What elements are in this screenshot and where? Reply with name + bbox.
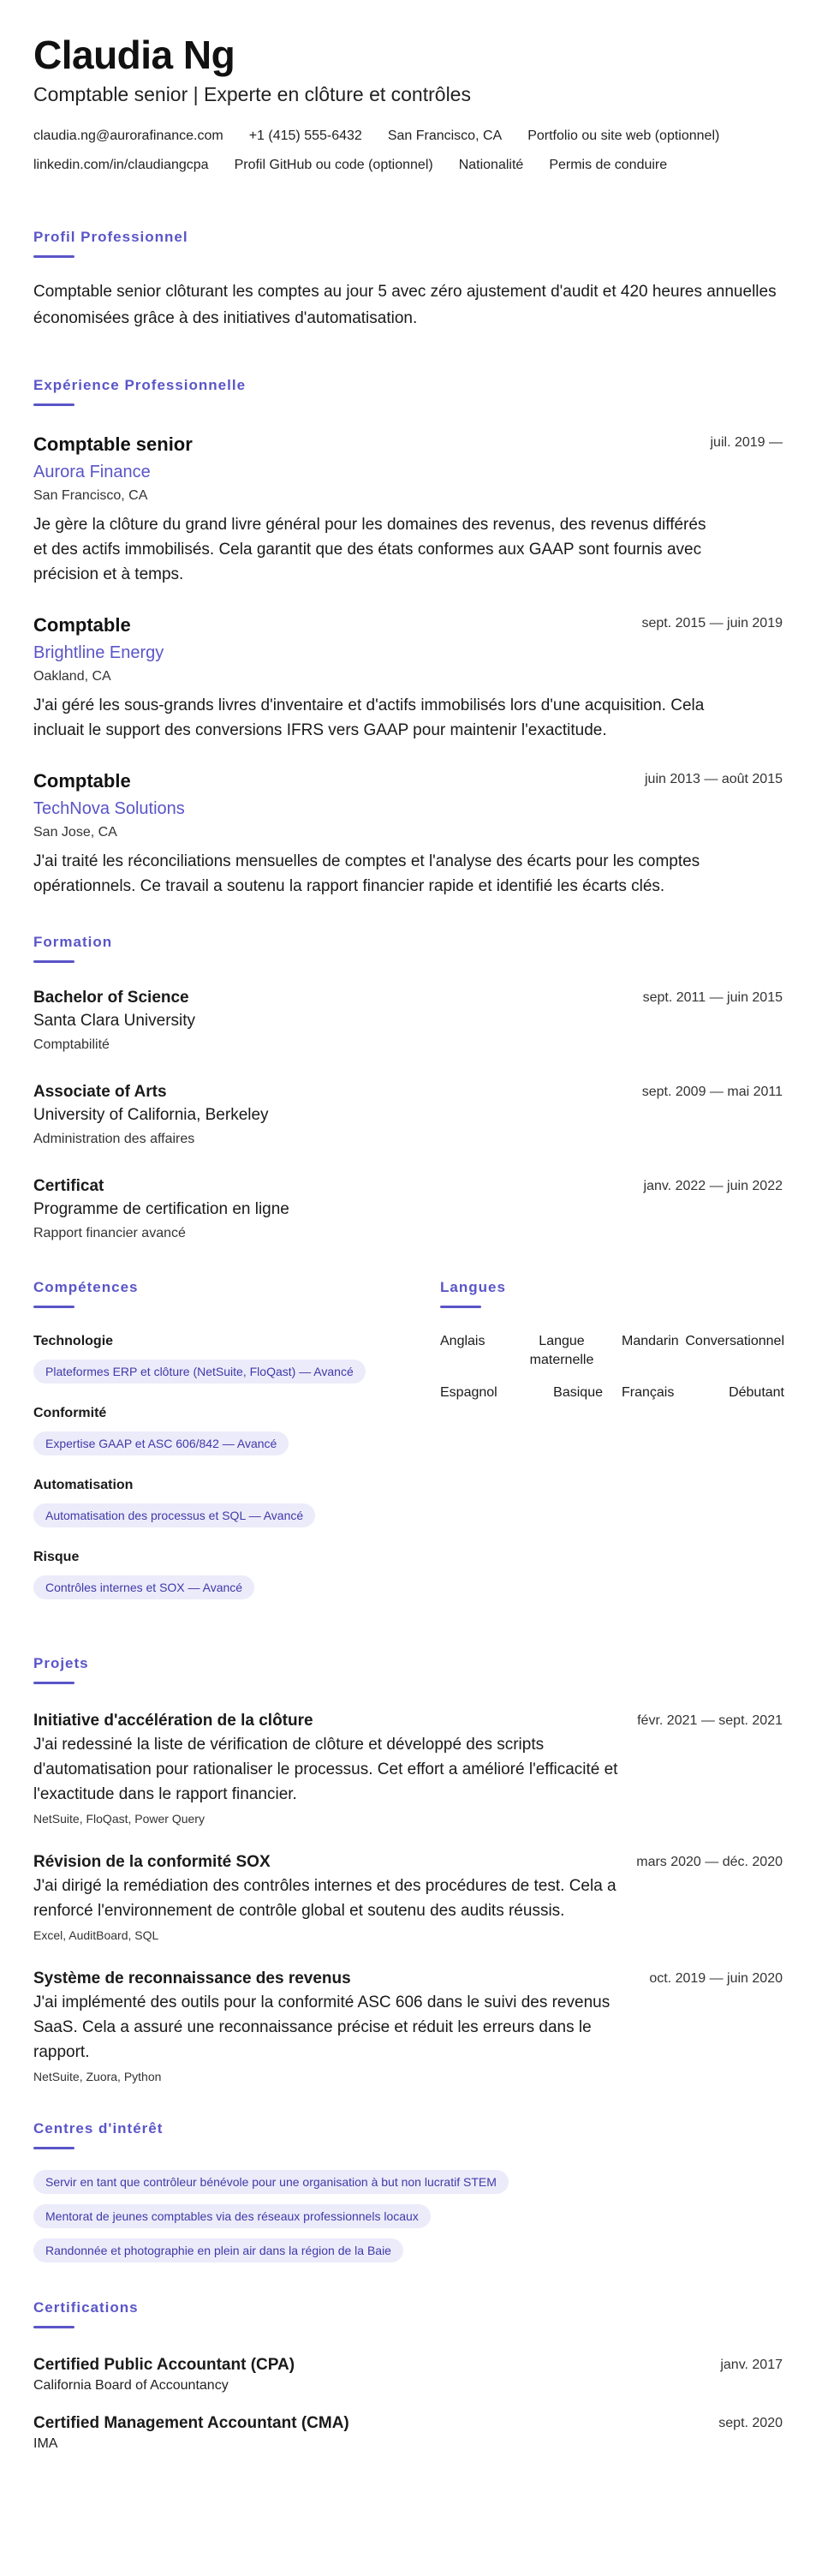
degree: Bachelor of Science [33, 989, 189, 1007]
certifications-section [33, 2298, 783, 2453]
section-title-languages: Langues [440, 1279, 506, 1295]
section-title-interests: Centres d'intérêt [33, 2120, 164, 2137]
education-section [33, 933, 783, 1244]
education-item [33, 1175, 783, 1244]
language-item [440, 1332, 603, 1370]
language-item [622, 1384, 784, 1402]
section-title-profile: Profil Professionnel [33, 229, 188, 245]
job-location: San Jose, CA [33, 825, 117, 840]
certification-item [33, 2354, 783, 2395]
contact-nationality: Nationalité [458, 158, 524, 172]
profile-summary: Comptable senior clôturant les comptes au jour 5 avec zéro ajustement d'audit et 420 heures annuelles économisées grâce à des initiatives d'automatisation. [33, 283, 777, 327]
candidate-name: Claudia Ng [33, 33, 235, 77]
job-description: J'ai traité les réconciliations mensuelles de comptes et l'analyse des écarts pour les comptes opérationnels. Ce travail a soutenu la rapport financier rapide et identifié les écarts clés. [33, 852, 700, 895]
section-divider [33, 403, 74, 406]
section-divider [440, 1306, 481, 1308]
certification-issuer: IMA [33, 2436, 58, 2451]
experience-item [33, 613, 783, 743]
section-title-projects: Projets [33, 1655, 89, 1671]
project-description: J'ai implémenté des outils pour la conformité ASC 606 dans le suivi des revenus SaaS. Cela a assuré une reconnaissance précise et réduit les erreurs dans le rapport. [33, 1993, 611, 2061]
section-divider [33, 2147, 74, 2149]
section-divider [33, 255, 74, 258]
contact-location: San Francisco, CA [387, 129, 503, 143]
certification-date: sept. 2020 [718, 2416, 783, 2430]
skills-section [33, 1278, 404, 1620]
section-divider [33, 2326, 74, 2328]
skill-group [33, 1548, 404, 1599]
project-title: Révision de la conformité SOX [33, 1853, 271, 1871]
language-level: Débutant [729, 1385, 784, 1400]
job-company: Brightline Energy [33, 643, 164, 662]
job-description: Je gère la clôture du grand livre général pour les domaines des revenus, des revenus différés et des actifs immobilisés. Cela garantit que des états conformes aux GAAP sont fournis avec précision et à temps. [33, 516, 706, 583]
job-location: San Francisco, CA [33, 488, 148, 503]
project-item [33, 1968, 783, 2085]
interests-section [33, 2119, 783, 2262]
job-title: Comptable senior [33, 433, 193, 455]
certification-date: janv. 2017 [720, 2358, 783, 2372]
school: Santa Clara University [33, 1012, 196, 1030]
language-name: Anglais [440, 1334, 485, 1348]
education-dates: janv. 2022 — juin 2022 [643, 1179, 783, 1193]
education-dates: sept. 2011 — juin 2015 [642, 990, 783, 1005]
job-title: Comptable [33, 770, 131, 792]
project-title: Initiative d'accélération de la clôture [33, 1712, 313, 1730]
skill-name: Technologie [33, 1334, 114, 1348]
section-title-experience: Expérience Professionnelle [33, 377, 247, 393]
project-item [33, 1851, 783, 1944]
candidate-headline: Comptable senior | Experte en clôture et contrôles [33, 83, 471, 105]
skill-pill: Expertise GAAP et ASC 606/842 — Avancé [33, 1431, 289, 1455]
job-company: Aurora Finance [33, 463, 151, 481]
job-dates: sept. 2015 — juin 2019 [641, 616, 783, 631]
section-divider [33, 1682, 74, 1684]
section-divider [33, 960, 74, 963]
projects-section [33, 1654, 783, 2085]
languages-section [440, 1278, 783, 1620]
job-location: Oakland, CA [33, 669, 111, 684]
resume-header [33, 33, 783, 180]
language-level: Basique [553, 1385, 603, 1400]
experience-item [33, 768, 783, 899]
experience-section [33, 376, 783, 899]
certification-item [33, 2412, 783, 2453]
contact-info [33, 122, 770, 180]
contact-linkedin[interactable]: linkedin.com/in/claudiangcpa [33, 158, 209, 172]
field-of-study: Rapport financier avancé [33, 1226, 186, 1240]
education-item [33, 987, 783, 1055]
skill-group [33, 1476, 404, 1527]
contact-phone[interactable]: +1 (415) 555-6432 [248, 129, 362, 143]
skill-name: Conformité [33, 1406, 107, 1420]
school: University of California, Berkeley [33, 1106, 269, 1124]
field-of-study: Administration des affaires [33, 1132, 195, 1146]
profile-section [33, 228, 783, 332]
skill-pill: Plateformes ERP et clôture (NetSuite, FloQast) — Avancé [33, 1360, 366, 1384]
job-title: Comptable [33, 614, 131, 636]
school: Programme de certification en ligne [33, 1200, 289, 1218]
project-item [33, 1710, 783, 1827]
language-item [622, 1332, 784, 1370]
skill-group [33, 1332, 404, 1384]
section-title-skills: Compétences [33, 1279, 139, 1295]
project-dates: mars 2020 — déc. 2020 [636, 1855, 783, 1869]
project-dates: oct. 2019 — juin 2020 [649, 1971, 783, 1986]
section-divider [33, 1306, 74, 1308]
project-description: J'ai redessiné la liste de vérification de clôture et développé des scripts d'automatisation pour rationaliser le processus. Cet effort a amélioré l'efficacité et l'exactitude dans le rapport financier. [33, 1736, 618, 1803]
language-name: Mandarin [622, 1334, 679, 1348]
project-title: Système de reconnaissance des revenus [33, 1969, 351, 1987]
skill-pill: Contrôles internes et SOX — Avancé [33, 1575, 254, 1599]
certification-name: Certified Public Accountant (CPA) [33, 2356, 295, 2374]
project-tech: NetSuite, Zuora, Python [33, 2070, 162, 2083]
project-dates: févr. 2021 — sept. 2021 [637, 1713, 783, 1728]
job-dates: juin 2013 — août 2015 [644, 772, 783, 786]
certification-issuer: California Board of Accountancy [33, 2378, 229, 2393]
job-description: J'ai géré les sous-grands livres d'inventaire et d'actifs immobilisés lors d'une acquisition. Cela incluait le support des conversions IFRS vers GAAP pour maintenir l'exactitude. [33, 696, 705, 739]
degree: Certificat [33, 1177, 104, 1195]
section-title-certifications: Certifications [33, 2299, 139, 2316]
degree: Associate of Arts [33, 1083, 167, 1101]
job-company: TechNova Solutions [33, 799, 185, 818]
job-dates: juil. 2019 — [710, 435, 783, 450]
skill-pill: Automatisation des processus et SQL — Avancé [33, 1503, 315, 1527]
education-item [33, 1081, 783, 1150]
skills-languages-row [33, 1278, 783, 1620]
field-of-study: Comptabilité [33, 1037, 110, 1052]
skill-name: Automatisation [33, 1478, 134, 1492]
project-description: J'ai dirigé la remédiation des contrôles internes et des procédures de test. Cela a renforcé l'environnement de contrôle global et soutenu des audits réussis. [33, 1877, 616, 1920]
interest-pill: Mentorat de jeunes comptables via des réseaux professionnels locaux [33, 2204, 431, 2228]
project-tech: NetSuite, FloQast, Power Query [33, 1812, 205, 1826]
language-level: Langue maternelle [529, 1334, 594, 1367]
project-tech: Excel, AuditBoard, SQL [33, 1928, 159, 1942]
interest-pill: Randonnée et photographie en plein air dans la région de la Baie [33, 2238, 403, 2262]
contact-github[interactable]: Profil GitHub ou code (optionnel) [234, 158, 433, 172]
skill-name: Risque [33, 1550, 80, 1564]
skill-group [33, 1404, 404, 1455]
experience-item [33, 432, 783, 587]
certification-name: Certified Management Accountant (CMA) [33, 2414, 349, 2432]
language-name: Espagnol [440, 1385, 497, 1400]
language-level: Conversationnel [685, 1334, 784, 1348]
contact-portfolio[interactable]: Portfolio ou site web (optionnel) [527, 129, 720, 143]
language-item [440, 1384, 603, 1402]
education-dates: sept. 2009 — mai 2011 [641, 1085, 783, 1099]
language-name: Français [622, 1385, 675, 1400]
contact-email[interactable]: claudia.ng@aurorafinance.com [33, 129, 223, 143]
interest-pill: Servir en tant que contrôleur bénévole pour une organisation à but non lucratif STEM [33, 2170, 509, 2194]
section-title-education: Formation [33, 934, 113, 950]
contact-driving-license: Permis de conduire [549, 158, 668, 172]
